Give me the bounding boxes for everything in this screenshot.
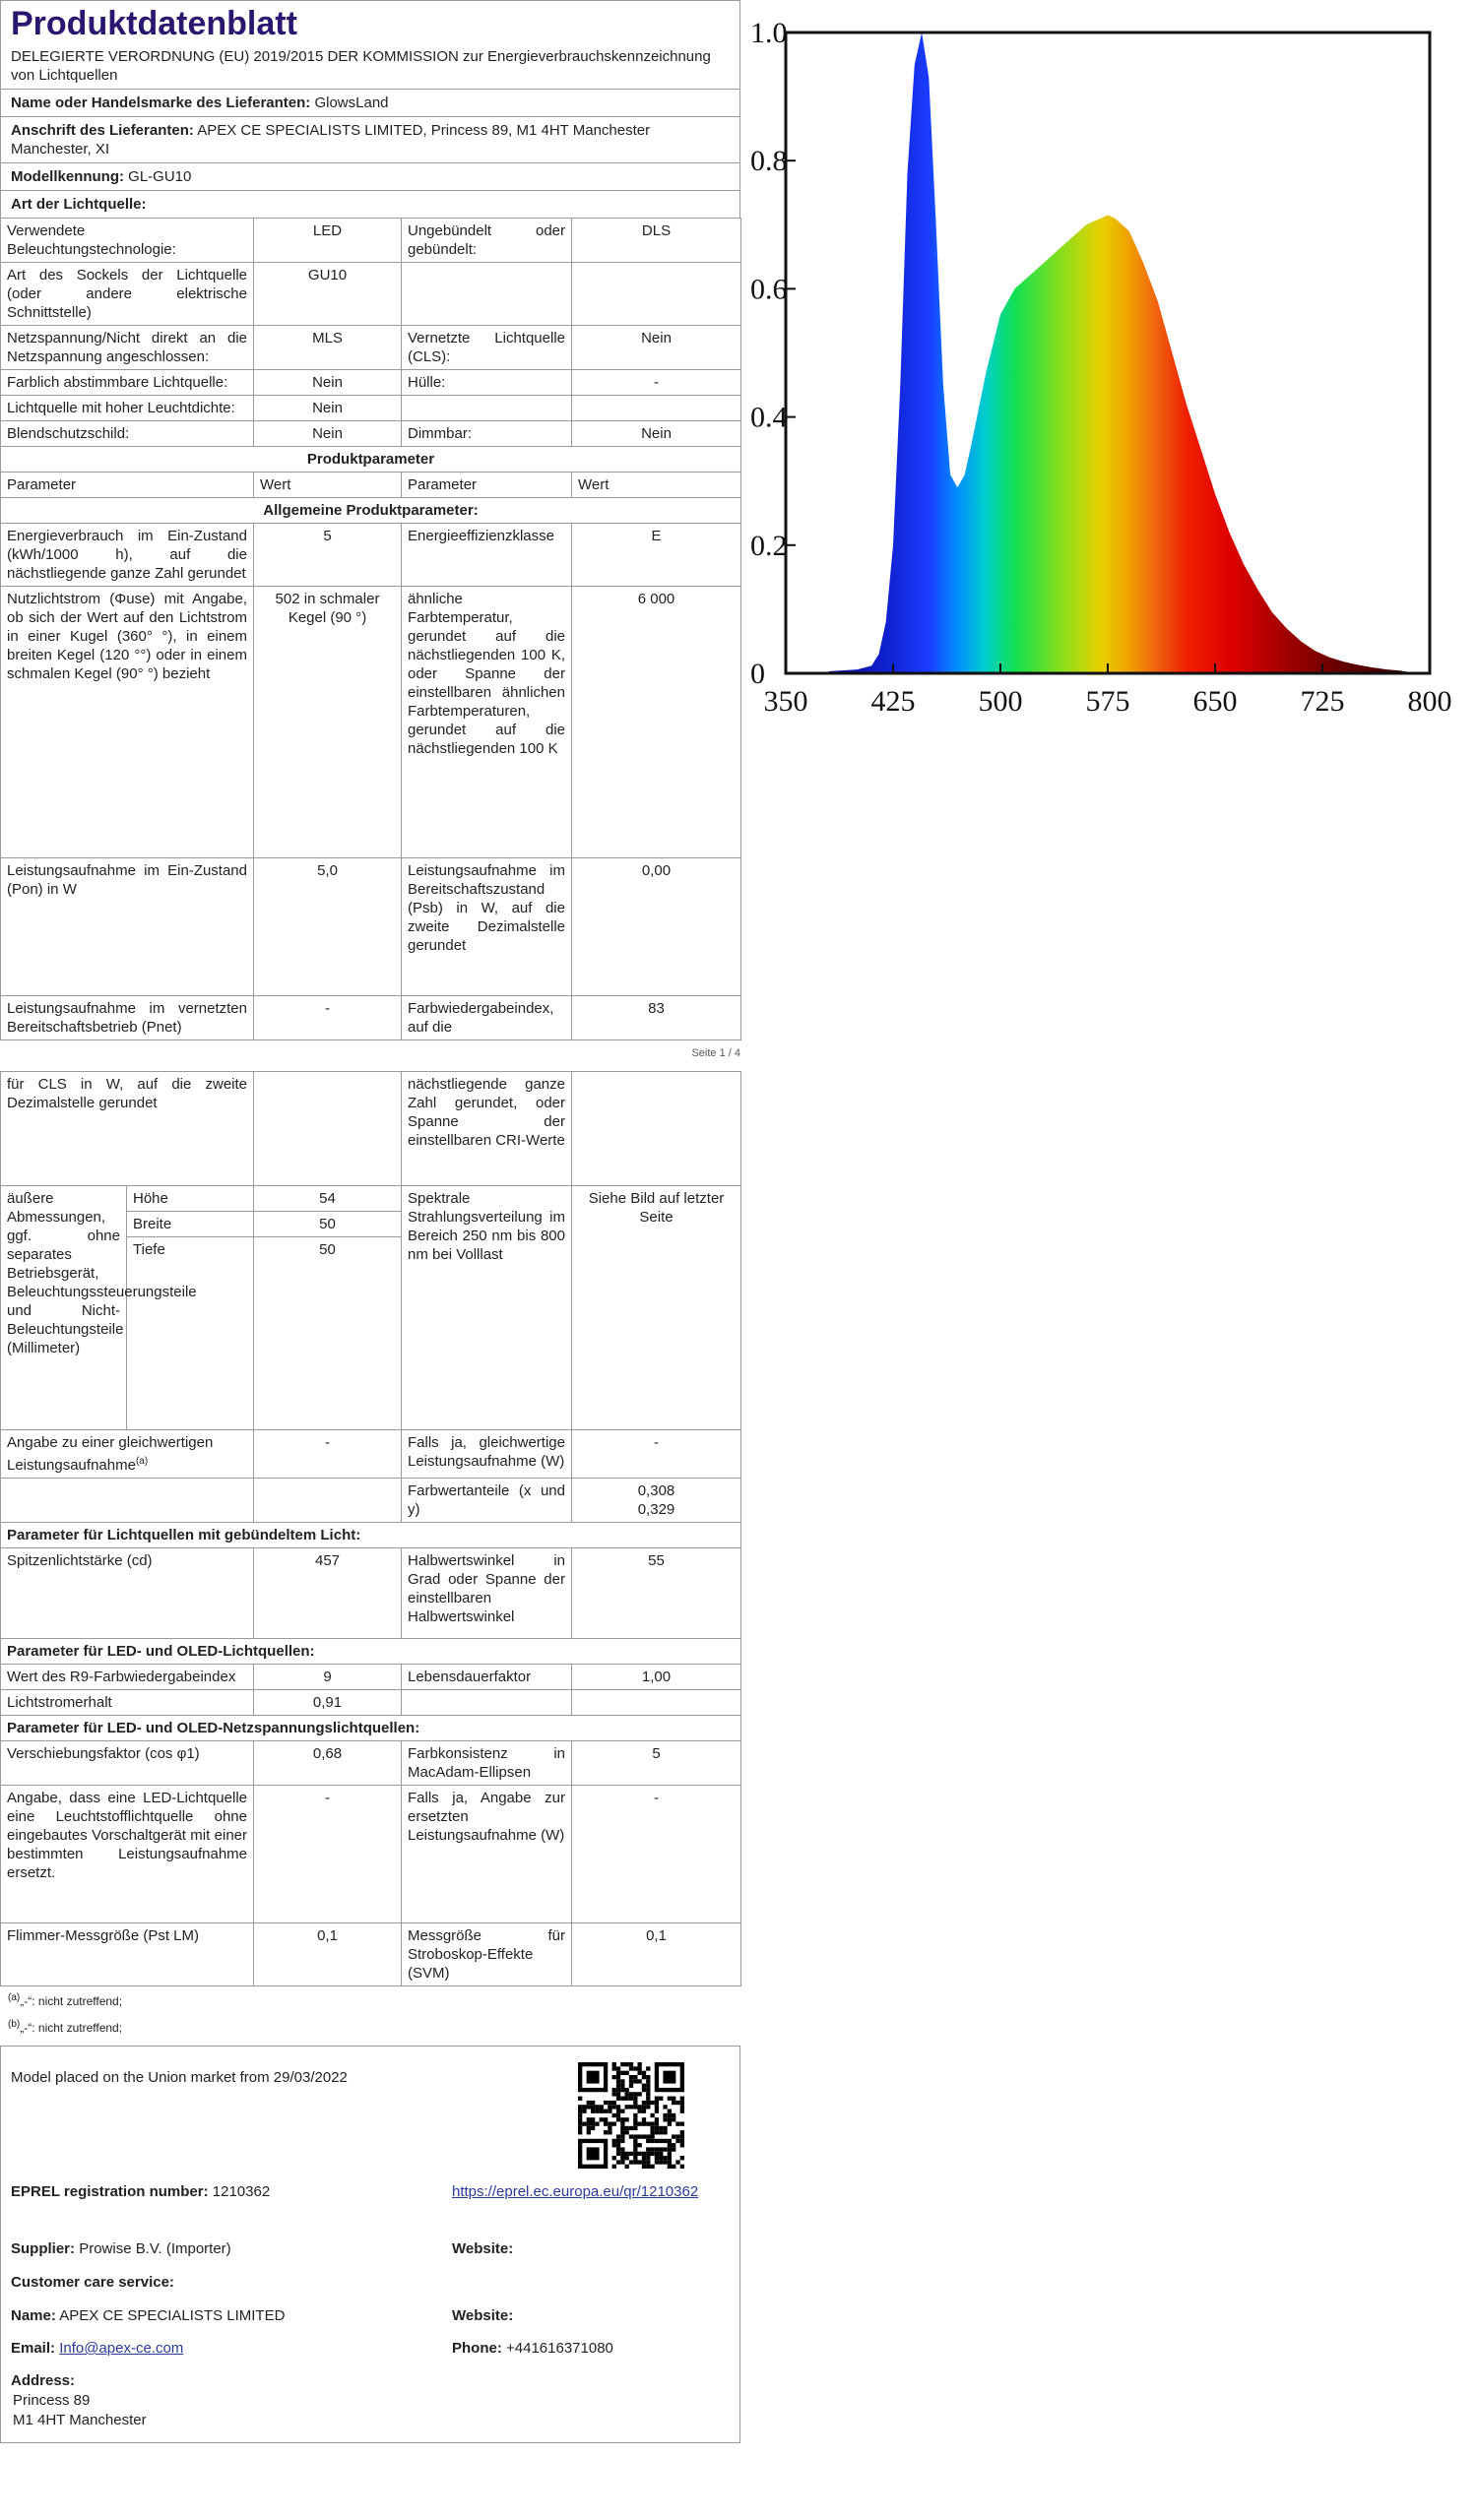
table-cell: Art des Sockels der Lichtquelle (oder andere elektrische Schnittstelle) bbox=[1, 263, 254, 326]
table-cell bbox=[572, 263, 741, 326]
x-tick-label: 500 bbox=[978, 685, 1023, 718]
table-cell: Messgröße für Stroboskop-Effekte (SVM) bbox=[402, 1923, 572, 1986]
table-cell: Dimmbar: bbox=[402, 421, 572, 447]
table-cell: - bbox=[572, 370, 741, 396]
website2-label bbox=[452, 2306, 513, 2325]
spectral-value: Siehe Bild auf letzter Seite bbox=[572, 1186, 741, 1430]
table-cell: Netzspannung/Nicht direkt an die Netzspannung angeschlossen: bbox=[1, 326, 254, 370]
label: Customer care service: bbox=[11, 2274, 174, 2291]
label: Website: bbox=[452, 2307, 514, 2324]
address-line1: Princess 89 bbox=[13, 2392, 91, 2409]
table-cell: LED bbox=[254, 219, 402, 263]
table-cell: Blendschutzschild: bbox=[1, 421, 254, 447]
table-cell: 6 000 bbox=[572, 587, 741, 858]
phone-value: +441616371080 bbox=[506, 2340, 613, 2357]
table-cell: Energieverbrauch im Ein-Zustand (kWh/1000 h), auf die nächstliegende ganze Zahl gerundet bbox=[1, 524, 254, 587]
label: Website: bbox=[452, 2240, 514, 2257]
footnote-b bbox=[0, 2013, 740, 2040]
table-cell: für CLS in W, auf die zweite Dezimalstelle gerundet bbox=[1, 1072, 254, 1186]
table-cell: Leistungsaufnahme im Ein-Zustand (Pon) in W bbox=[1, 858, 254, 996]
table-cell: 0,1 bbox=[572, 1923, 741, 1986]
table-row bbox=[1, 858, 741, 996]
label: Art der Lichtquelle: bbox=[11, 196, 147, 213]
table-cell: 0,00 bbox=[572, 858, 741, 996]
eprel-reg-row bbox=[11, 2182, 270, 2201]
model-id: GL-GU10 bbox=[128, 168, 192, 185]
table-cell: Lebensdauerfaktor bbox=[402, 1665, 572, 1690]
table-cell: 9 bbox=[254, 1665, 402, 1690]
care-name: APEX CE SPECIALISTS LIMITED bbox=[59, 2307, 286, 2324]
continued-table bbox=[0, 1071, 741, 1986]
supplier-name-row bbox=[0, 89, 740, 116]
table-cell: Nein bbox=[254, 421, 402, 447]
dimensions-label: äußere Abmessungen, ggf. ohne separates Betriebsgerät, Beleuchtungssteuerungsteile und Nicht-Beleuchtungsteile (Millimeter) bbox=[1, 1186, 127, 1430]
depth-value: 50 bbox=[254, 1237, 402, 1430]
label: Name: bbox=[11, 2307, 56, 2324]
supplier-row bbox=[11, 2239, 231, 2258]
table-cell: 5 bbox=[572, 1741, 741, 1786]
eprel-box bbox=[0, 2046, 740, 2443]
table-cell bbox=[572, 1690, 741, 1716]
table-cell: Halbwertswinkel in Grad oder Spanne der einstellbaren Halbwertswinkel bbox=[402, 1548, 572, 1639]
table-cell: Farbwertanteile (x und y) bbox=[402, 1479, 572, 1523]
spectrum-area bbox=[829, 32, 1416, 673]
table-cell: Vernetzte Lichtquelle (CLS): bbox=[402, 326, 572, 370]
table-cell: 0,68 bbox=[254, 1741, 402, 1786]
height-label: Höhe bbox=[127, 1186, 254, 1212]
table-cell: 5 bbox=[254, 524, 402, 587]
table-cell: DLS bbox=[572, 219, 741, 263]
table-cell: Lichtquelle mit hoher Leuchtdichte: bbox=[1, 396, 254, 421]
table-cell bbox=[572, 1072, 741, 1186]
width-value: 50 bbox=[254, 1212, 402, 1237]
col-header: Parameter bbox=[1, 472, 254, 498]
label: Anschrift des Lieferanten: bbox=[11, 122, 194, 139]
page-title: Produktdatenblatt bbox=[11, 5, 297, 42]
eprel-link-wrap bbox=[452, 2182, 708, 2201]
email-link[interactable]: Info@apex-ce.com bbox=[59, 2340, 184, 2357]
care-name-row bbox=[11, 2306, 285, 2325]
footnote-text: „-“: nicht zutreffend; bbox=[20, 2021, 123, 2035]
table-cell: ähnliche Farbtemperatur, gerundet auf die nächstliegenden 100 K, oder Spanne der einstellbaren ähnlichen Farbtemperaturen, gerundet auf die nächstliegenden 100 K bbox=[402, 587, 572, 858]
led-table-body bbox=[1, 1665, 741, 1716]
table-cell: Verwendete Beleuchtungstechnologie: bbox=[1, 219, 254, 263]
footnote-mark: (a) bbox=[8, 1992, 21, 2003]
label: Name oder Handelsmarke des Lieferanten: bbox=[11, 94, 311, 111]
table-cell: Nein bbox=[254, 370, 402, 396]
table-cell: Energieeffizienzklasse bbox=[402, 524, 572, 587]
table-cell: GU10 bbox=[254, 263, 402, 326]
x-tick-label: 575 bbox=[1085, 685, 1130, 718]
table-cell: - bbox=[254, 996, 402, 1040]
eprel-reg-number: 1210362 bbox=[212, 2183, 271, 2200]
table-row bbox=[1, 1923, 741, 1986]
chart-marks bbox=[750, 17, 1452, 718]
table-row bbox=[1, 1665, 741, 1690]
led-mains-table-body bbox=[1, 1741, 741, 1986]
table-cell: 5,0 bbox=[254, 858, 402, 996]
table-cell bbox=[402, 396, 572, 421]
table-cell bbox=[402, 1690, 572, 1716]
footnote-text: „-“: nicht zutreffend; bbox=[20, 1994, 123, 2008]
table-cell: Leistungsaufnahme im Bereitschaftszustand (Psb) in W, auf die zweite Dezimalstelle gerundet bbox=[402, 858, 572, 996]
table-cell bbox=[254, 1072, 402, 1186]
y-tick-label: 0.8 bbox=[750, 145, 788, 178]
table-row bbox=[1, 587, 741, 858]
eprel-link[interactable]: https://eprel.ec.europa.eu/qr/1210362 bbox=[452, 2183, 699, 2200]
width-label: Breite bbox=[127, 1212, 254, 1237]
table-row bbox=[1, 370, 741, 396]
table-cell bbox=[402, 263, 572, 326]
table-cell: Nutzlichtstrom (Φuse) mit Angabe, ob sich der Wert auf den Lichtstrom in einer Kugel (360° °), in einem breiten Kegel (120 °°) oder in einem schmalen Kegel (90° °) bezieht bbox=[1, 587, 254, 858]
y-tick-label: 0 bbox=[750, 658, 765, 690]
model-row bbox=[0, 162, 740, 190]
table-cell: Nein bbox=[572, 326, 741, 370]
led-title: Parameter für LED- und OLED-Lichtquellen: bbox=[1, 1639, 741, 1665]
supplier-address-row bbox=[0, 116, 740, 162]
label: EPREL registration number: bbox=[11, 2183, 209, 2200]
main-table bbox=[0, 218, 741, 1040]
email-row bbox=[11, 2339, 183, 2358]
x-tick-label: 350 bbox=[763, 685, 808, 718]
table-cell: 55 bbox=[572, 1548, 741, 1639]
y-tick-label: 0.4 bbox=[750, 401, 788, 434]
supplier-value: Prowise B.V. (Importer) bbox=[79, 2240, 231, 2257]
table-cell: Farblich abstimmbare Lichtquelle: bbox=[1, 370, 254, 396]
page-number: Seite 1 / 4 bbox=[691, 1047, 740, 1059]
footnote-mark: (b) bbox=[8, 2019, 21, 2030]
col-header: Parameter bbox=[402, 472, 572, 498]
address-label bbox=[11, 2371, 75, 2390]
table-cell: 1,00 bbox=[572, 1665, 741, 1690]
regulation-subtitle: DELEGIERTE VERORDNUNG (EU) 2019/2015 DER KOMMISSION zur Energieverbrauchskennzeichnung von Lichtquellen bbox=[11, 48, 711, 84]
table-row bbox=[1, 524, 741, 587]
x-tick-label: 425 bbox=[870, 685, 916, 718]
table-cell: Verschiebungsfaktor (cos φ1) bbox=[1, 1741, 254, 1786]
footnote-a bbox=[0, 1986, 740, 2013]
table-cell: 0,91 bbox=[254, 1690, 402, 1716]
table-cell: Falls ja, Angabe zur ersetzten Leistungsaufnahme (W) bbox=[402, 1786, 572, 1923]
params-title: Produktparameter bbox=[1, 447, 741, 472]
table-cell bbox=[572, 396, 741, 421]
table-row bbox=[1, 1786, 741, 1923]
table-cell: 0,1 bbox=[254, 1923, 402, 1986]
label: Supplier: bbox=[11, 2240, 76, 2257]
type-heading bbox=[0, 190, 740, 218]
depth-label: Tiefe bbox=[127, 1237, 254, 1430]
table-cell: Spitzenlichtstärke (cd) bbox=[1, 1548, 254, 1639]
table-row bbox=[1, 1690, 741, 1716]
placed-on-market: Model placed on the Union market from 29/03/2022 bbox=[11, 2069, 348, 2086]
table-cell: Flimmer-Messgröße (Pst LM) bbox=[1, 1923, 254, 1986]
col-header: Wert bbox=[572, 472, 741, 498]
table-cell: 83 bbox=[572, 996, 741, 1040]
table-cell: Nein bbox=[254, 396, 402, 421]
general-table-body bbox=[1, 524, 741, 1040]
label: Address: bbox=[11, 2372, 76, 2389]
x-tick-label: 650 bbox=[1192, 685, 1238, 718]
equiv-label: Angabe zu einer gleichwertigen Leistungsaufnahme bbox=[7, 1434, 214, 1474]
table-cell bbox=[1, 1430, 254, 1479]
table-cell: Nein bbox=[572, 421, 741, 447]
label: Email: bbox=[11, 2340, 56, 2357]
supplier-name: GlowsLand bbox=[314, 94, 389, 111]
supplier-address: APEX CE SPECIALISTS LIMITED, Princess 89, M1 4HT Manchester Manchester, XI bbox=[11, 122, 651, 158]
table-cell: Falls ja, gleichwertige Leistungsaufnahme (W) bbox=[402, 1430, 572, 1479]
customer-care-label bbox=[11, 2273, 174, 2292]
table-cell: nächstliegende ganze Zahl gerundet, oder Spanne der einstellbaren CRI-Werte bbox=[402, 1072, 572, 1186]
table-cell: - bbox=[254, 1430, 402, 1479]
table-cell: Wert des R9-Farbwiedergabeindex bbox=[1, 1665, 254, 1690]
table-cell: 502 in schmaler Kegel (90 °) bbox=[254, 587, 402, 858]
label: Modellkennung: bbox=[11, 168, 124, 185]
table-row bbox=[1, 1741, 741, 1786]
table-row bbox=[1, 396, 741, 421]
x-tick-label: 800 bbox=[1407, 685, 1452, 718]
table-cell: Leistungsaufnahme im vernetzten Bereitschaftsbetrieb (Pnet) bbox=[1, 996, 254, 1040]
website-label bbox=[452, 2239, 513, 2258]
table-cell: Hülle: bbox=[402, 370, 572, 396]
table-row bbox=[1, 996, 741, 1040]
header bbox=[0, 0, 740, 89]
height-value: 54 bbox=[254, 1186, 402, 1212]
qr-code[interactable] bbox=[578, 2062, 684, 2169]
table-cell: E bbox=[572, 524, 741, 587]
spectral-distribution-chart bbox=[740, 0, 1477, 728]
y-tick-label: 0.2 bbox=[750, 529, 788, 562]
address-line2: M1 4HT Manchester bbox=[13, 2412, 147, 2428]
footnote-ref: (a) bbox=[135, 1456, 149, 1467]
table-cell: Farbwiedergabeindex, auf die bbox=[402, 996, 572, 1040]
table-cell: - bbox=[572, 1786, 741, 1923]
type-table-body bbox=[1, 219, 741, 447]
product-data-sheet bbox=[0, 0, 740, 2443]
table-cell: 0,308 0,329 bbox=[572, 1479, 741, 1523]
spectral-label: Spektrale Strahlungsverteilung im Bereich 250 nm bis 800 nm bei Volllast bbox=[402, 1186, 572, 1430]
table-cell: 457 bbox=[254, 1548, 402, 1639]
general-params-title: Allgemeine Produktparameter: bbox=[1, 498, 741, 524]
table-row bbox=[1, 219, 741, 263]
y-tick-label: 0.6 bbox=[750, 273, 788, 306]
table-cell: Angabe, dass eine LED-Lichtquelle eine Leuchtstofflichtquelle ohne eingebautes Vorschaltgerät mit einer bestimmten Leistungsaufnahme ersetzt. bbox=[1, 1786, 254, 1923]
table-cell: - bbox=[254, 1786, 402, 1923]
table-cell: Farbkonsistenz in MacAdam-Ellipsen bbox=[402, 1741, 572, 1786]
x-tick-label: 725 bbox=[1300, 685, 1345, 718]
col-header: Wert bbox=[254, 472, 402, 498]
table-row bbox=[1, 263, 741, 326]
y-tick-label: 1.0 bbox=[750, 17, 788, 49]
table-cell: Ungebündelt oder gebündelt: bbox=[402, 219, 572, 263]
directional-title: Parameter für Lichtquellen mit gebündeltem Licht: bbox=[1, 1523, 741, 1548]
table-cell bbox=[1, 1479, 254, 1523]
phone-row bbox=[452, 2339, 613, 2358]
table-row bbox=[1, 421, 741, 447]
table-row bbox=[1, 326, 741, 370]
table-cell bbox=[254, 1479, 402, 1523]
table-cell: MLS bbox=[254, 326, 402, 370]
table-cell: Lichtstromerhalt bbox=[1, 1690, 254, 1716]
label: Phone: bbox=[452, 2340, 502, 2357]
table-cell: - bbox=[572, 1430, 741, 1479]
led-mains-title: Parameter für LED- und OLED-Netzspannungslichtquellen: bbox=[1, 1716, 741, 1741]
